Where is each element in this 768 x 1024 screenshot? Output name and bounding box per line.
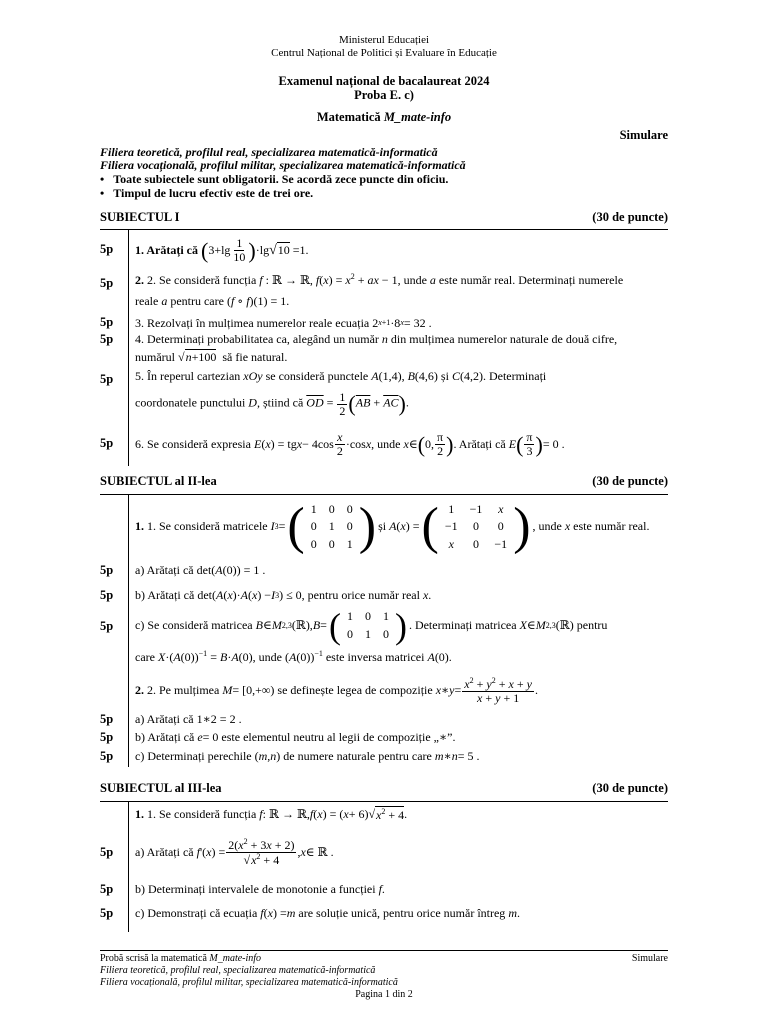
section-1-header — [100, 210, 668, 226]
filiera-line-2: Filiera vocațională, profilul militar, specializarea matematică-informatică — [100, 157, 466, 172]
instructions — [100, 172, 668, 200]
problem-row: 5p a) Arătați că 1∗2 = 2 . — [100, 711, 668, 729]
problem-row: 1. 1. Se consideră matricele I 3 = ( 1 0 0 0 1 0 0 0 1 ) și A ( x ) = ( 1 −1 x −1 0 0 x 0 −1 ) , unde x este număr real. — [100, 495, 668, 559]
section-2-items — [100, 495, 668, 767]
ministry-header — [100, 34, 668, 60]
problem-row: 5p 1. Arătați că ( 3+lg $\frac{1}{10}$ ) ·lg √ 10 =1. — [100, 230, 668, 270]
problem-row: 5p b) Determinați intervalele de monotonie a funcției f . — [100, 878, 668, 902]
instruction-item: • Toate subiectele sunt obligatorii. Se acordă zece puncte din oficiu. — [100, 171, 449, 186]
section-3-items — [100, 802, 668, 932]
footer-divider — [100, 950, 668, 951]
problem-row: 5p c) Determinați perechile ( m , n ) de numere naturale pentru care m ∗ n = 5 . — [100, 747, 668, 767]
problem-row: 1. 1. Se consideră funcția f : ℝ → ℝ, f ( x ) = ( x + 6)√ $x^2 + 4$ . — [100, 802, 668, 828]
page-number: Pagina 1 din 2 — [355, 989, 413, 1000]
section-3-title: SUBIECTUL al III-lea — [100, 780, 222, 795]
problem-row: 5p b) Arătați că e = 0 este elementul neutru al legii de compoziție „∗”. — [100, 729, 668, 747]
problem-row: 5p 4. Determinați probabilitatea ca, alegând un număr n din mulțimea numerelor naturale de două cifre, numărul √n+100 să fie natural. — [100, 332, 668, 368]
exam-page — [100, 0, 668, 932]
problem-row: 5p 3. Rezolvați în mulțimea numerelor reale ecuația 2 x+1 ·8 x = 32 . — [100, 314, 668, 332]
problem-row: 5p b) Arătați că det( A ( x )· A ( x ) − I 3 ) ≤ 0 , pentru orice număr real x . — [100, 583, 668, 609]
instruction-item: • Timpul de lucru efectiv este de trei ore. — [100, 185, 314, 200]
section-1-items — [100, 230, 668, 466]
problem-row: 5p a) Arătați că det( A (0)) = 1 . — [100, 559, 668, 583]
problem-row: 5p 2. 2. Se consideră funcția f : ℝ → ℝ, $f(x) = x^2$ + ax − 1, unde a este număr real. Determinați numerele reale a pentru care (f ∘ f)(1) = 1. — [100, 270, 668, 314]
section-3-header — [100, 781, 668, 797]
section-2-header — [100, 474, 668, 490]
proba-title: Proba E. c) — [354, 88, 414, 102]
problem-row: 5p c) Se consideră matricea B ∈ M 2,3 (ℝ), B = ( 1 0 1 0 1 0 ) . Determinați matricea X ∈ M 2,3 (ℝ) pentru care $X\cdot(A(0))^{-1} = B\cdot A(0)$, unde $(A(0))^{-1}$ este inversa matricei A(0). — [100, 609, 668, 671]
page-footer — [100, 950, 668, 1001]
center-name: Centrul Național de Politici și Evaluare în Educație — [271, 47, 497, 59]
footer-filiera-2: Filiera vocațională, profilul militar, specializarea matematică-informatică — [100, 977, 398, 988]
problem-row: 5p a) Arătați că f '( x ) = $\frac{2(x^2 + 3x + 2)}{√x^2 + 4}$ , x ∈ ℝ . — [100, 828, 668, 878]
section-1-points: (30 de puncte) — [592, 209, 668, 224]
footer-filiera-1: Filiera teoretică, profilul real, specializarea matematică-informatică — [100, 965, 376, 976]
footer-title: Probă scrisă la matematică M_mate-info — [100, 953, 262, 964]
exam-title-block — [100, 74, 668, 124]
section-2-points: (30 de puncte) — [592, 474, 668, 489]
section-3-points: (30 de puncte) — [592, 780, 668, 795]
section-1-title: SUBIECTUL I — [100, 209, 180, 224]
exam-title: Examenul național de bacalaureat 2024 — [278, 74, 490, 88]
footer-simulare: Simulare — [631, 953, 668, 964]
problem-row: 5p 6. Se consideră expresia E ( x ) = tg x − 4cos $\frac{x}{2}$ ·cos x , unde x ∈ ( 0, $\frac{\pi}{2}$ ) . Arătați că E ( $\frac{\pi}{3}$ ) = 0 . — [100, 422, 668, 466]
filiera-line-1: Filiera teoretică, profilul real, specializarea matematică-informatică — [100, 144, 438, 159]
simulare-label: Simulare — [619, 128, 668, 142]
subject-title: Matematică M_mate-info — [316, 110, 452, 124]
problem-row: 2. 2. Pe mulțimea M = [0,+∞) se definește legea de compoziție x ∗ y = $\frac{x^2 + y^2 + x + y}{x + y + 1}$ . — [100, 671, 668, 711]
section-2-title: SUBIECTUL al II-lea — [100, 474, 217, 489]
problem-row: 5p c) Demonstrați că ecuația f ( x ) = m are soluție unică, pentru orice număr întreg m . — [100, 902, 668, 926]
problem-row: 5p 5. În reperul cartezian xOy se consideră punctele A(1,4), B(4,6) și C(4,2). Determinați coordonatele punctului D, știind că $\overline{OD}$ = $\frac{1}{2}$ $(\overline{AB} + \overline{AC})$. — [100, 368, 668, 422]
filiera-block — [100, 146, 668, 172]
ministry-name: Ministerul Educației — [338, 34, 430, 46]
